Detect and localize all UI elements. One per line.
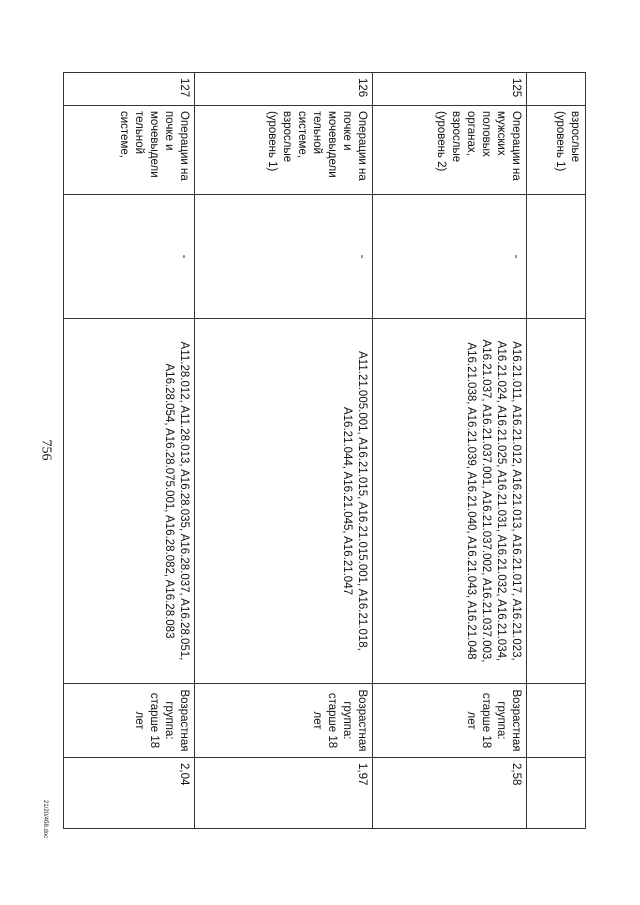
diagnosis-cell: - xyxy=(372,195,526,319)
procedure-table xyxy=(63,72,586,829)
criteria-cell: Возрастная группа: старше 18 лет xyxy=(372,684,526,758)
service-codes-cell: A11.28.012, A11.28.013, A16.28.035, A16.28.037, A16.28.051, A16.28.054, A16.28.075.001, A16.28.082, A16.28.083 xyxy=(64,319,195,684)
document-footer-filename: 21/20/4б8.doc xyxy=(42,800,48,839)
coefficient-cell: 2,58 xyxy=(372,758,526,829)
group-name-cell: Операции на почке и мочевыдели тельной системе, взрослые (уровень 1) xyxy=(194,106,372,195)
table-row xyxy=(527,73,586,829)
table-row xyxy=(372,73,526,829)
table-row xyxy=(64,73,195,829)
criteria-cell xyxy=(527,684,586,758)
row-number-cell: 127 xyxy=(64,73,195,106)
coefficient-cell: 2,04 xyxy=(64,758,195,829)
group-name-cell: взрослые (уровень 1) xyxy=(527,106,586,195)
criteria-cell: Возрастная группа: старше 18 лет xyxy=(64,684,195,758)
diagnosis-cell: - xyxy=(64,195,195,319)
coefficient-cell xyxy=(527,758,586,829)
row-number-cell: 125 xyxy=(372,73,526,106)
procedure-table-container xyxy=(63,72,586,829)
service-codes-cell: A16.21.011, A16.21.012, A16.21.013, A16.21.017, A16.21.023, A16.21.024, A16.21.025, A16.21.031, A16.21.032, A16.21.034, A16.21.037, A16.21.037.001, A16.21.037.002, A16.21.037.003, A16.21.038, A16.21.039, A16.21.040, A16.21.043, A16.21.048 xyxy=(372,319,526,684)
table-row xyxy=(194,73,372,829)
row-number-cell: 126 xyxy=(194,73,372,106)
page-number: 756 xyxy=(38,439,54,461)
group-name-cell: Операции на почке и мочевыдели тельной системе, xyxy=(64,106,195,195)
service-codes-cell: A11.21.005.001, A16.21.015, A16.21.015.001, A16.21.018, A16.21.044, A16.21.045, A16.21.047 xyxy=(194,319,372,684)
row-number-cell xyxy=(527,73,586,106)
diagnosis-cell xyxy=(527,195,586,319)
coefficient-cell: 1,97 xyxy=(194,758,372,829)
diagnosis-cell: - xyxy=(194,195,372,319)
group-name-cell: Операции на мужских половых органах, взрослые (уровень 2) xyxy=(372,106,526,195)
service-codes-cell xyxy=(527,319,586,684)
criteria-cell: Возрастная группа: старше 18 лет xyxy=(194,684,372,758)
